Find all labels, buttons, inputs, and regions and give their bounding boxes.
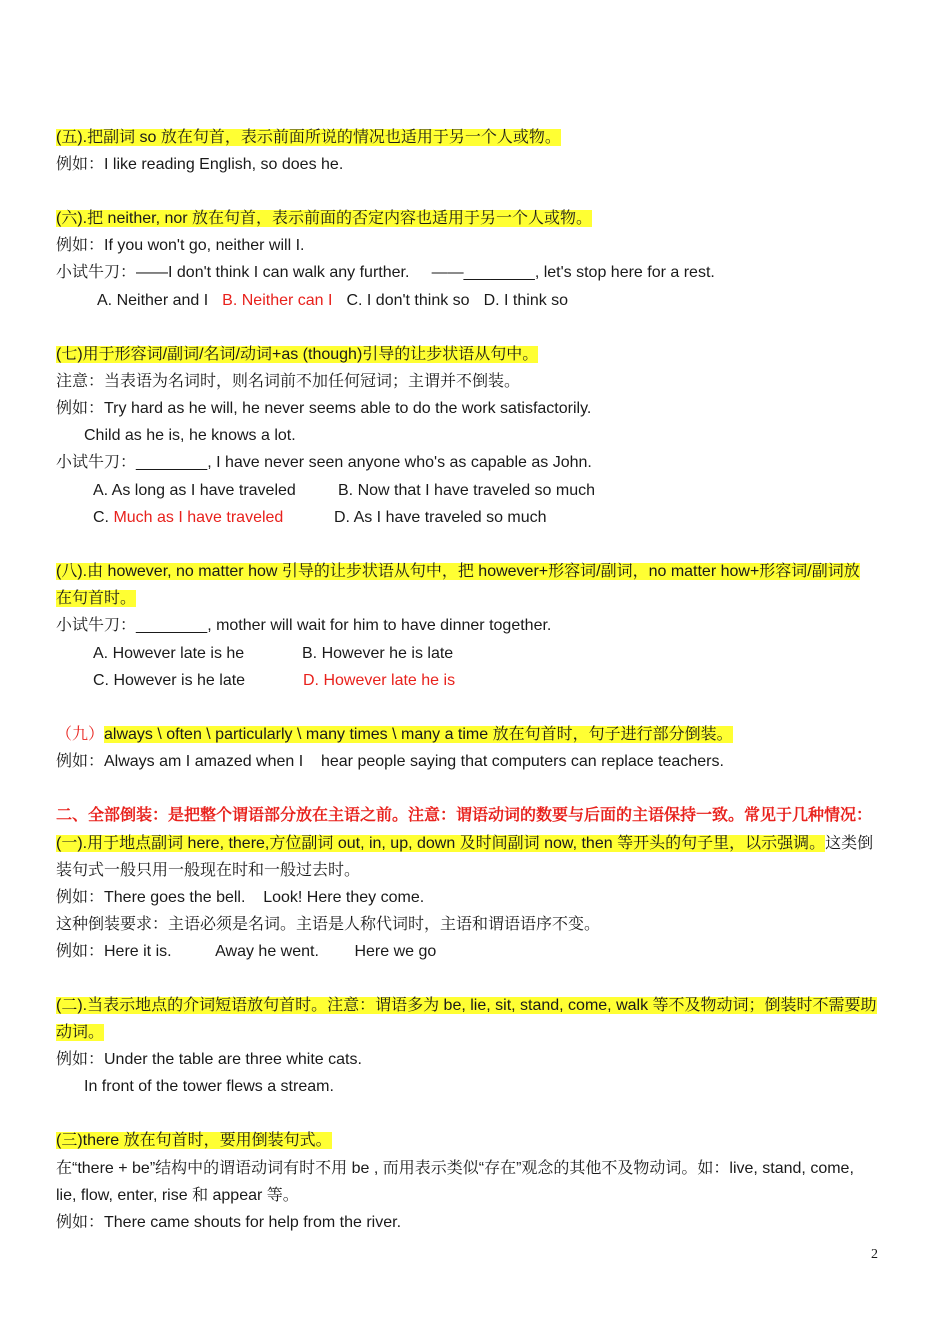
part-2-example-1: 例如：There goes the bell. Look! Here they come. xyxy=(56,889,425,906)
part-2-h3 xyxy=(56,1130,332,1152)
option-a: A. Neither and I xyxy=(97,292,209,309)
section-7-option-c xyxy=(93,507,283,529)
section-8-heading-text-2: 在句首时。 xyxy=(56,590,137,607)
section-9-prefix: （九） xyxy=(56,726,105,743)
option-c: C. I don't think so xyxy=(346,292,470,309)
section-9-heading xyxy=(56,724,733,746)
part-2-example-4: In front of the tower flews a stream. xyxy=(84,1078,334,1095)
section-7-heading-text: (七)用于形容词/副词/名词/动词+as (though)引导的让步状语从句中。 xyxy=(56,346,539,363)
section-8-option-b: B. However he is late xyxy=(302,645,454,662)
page-number: 2 xyxy=(871,1247,878,1262)
section-7-option-a: A. As long as I have traveled xyxy=(93,482,296,499)
section-7-heading xyxy=(56,344,538,366)
option-b-answer: B. Neither can I xyxy=(222,292,333,309)
section-6-heading xyxy=(56,208,592,230)
section-5-heading xyxy=(56,127,561,149)
section-7-option-b: B. Now that I have traveled so much xyxy=(338,482,596,499)
part-2-body-1: 在“there + be”结构中的谓语动词有时不用 be , 而用表示类似“存在”观念的其他不及物动词。如：live, stand, come, xyxy=(56,1160,854,1177)
part-2-h3-text: (三)there 放在句首时，要用倒装句式。 xyxy=(56,1132,332,1149)
section-7-example-1: 例如：Try hard as he will, he never seems able to do the work satisfactorily. xyxy=(56,400,592,417)
section-8-heading-line-2 xyxy=(56,588,136,610)
part-2-h1-line-1 xyxy=(56,833,873,855)
section-9-example: 例如：Always am I amazed when I hear people saying that computers can replace teachers. xyxy=(56,753,724,770)
section-6-example: 例如：If you won't go, neither will I. xyxy=(56,237,305,254)
section-8-option-c: C. However is he late xyxy=(93,672,246,689)
option-d: D. I think so xyxy=(483,292,569,309)
section-8-heading-line-1 xyxy=(56,561,860,583)
section-5-example: 例如：I like reading English, so does he. xyxy=(56,156,344,173)
part-2-example-3: 例如：Under the table are three white cats. xyxy=(56,1051,362,1068)
part-2-note-1: 这种倒装要求：主语必须是名词。主语是人称代词时，主语和谓语语序不变。 xyxy=(56,916,601,933)
part-2-h1-rest: 这类倒 xyxy=(825,835,874,852)
part-2-h2-line-1 xyxy=(56,995,877,1017)
section-8-heading-text-1: (八).由 however, no matter how 引导的让步状语从句中，把 however+形容词/副词，no matter how+形容词/副词放 xyxy=(56,563,860,580)
part-2-example-5: 例如：There came shouts for help from the river. xyxy=(56,1214,402,1231)
part-2-h1-line-2: 装句式一般只用一般现在时和一般过去时。 xyxy=(56,862,361,879)
section-8-quiz: 小试牛刀：________, mother will wait for him to have dinner together. xyxy=(56,617,552,634)
section-7-option-d: D. As I have traveled so much xyxy=(334,509,547,526)
option-c-answer: Much as I have traveled xyxy=(113,509,284,526)
part-2-h2-text-1: (二).当表示地点的介词短语放句首时。注意：谓语多为 be, lie, sit, stand, come, walk 等不及物动词；倒装时不需要助 xyxy=(56,997,877,1014)
part-2-title: 二、全部倒装：是把整个谓语部分放在主语之前。注意：谓语动词的数要与后面的主语保持一致。常见于几种情况： xyxy=(56,807,873,824)
part-2-h2-line-2 xyxy=(56,1022,104,1044)
option-c-prefix: C. xyxy=(93,509,114,526)
part-2-body-2: lie, flow, enter, rise 和 appear 等。 xyxy=(56,1187,299,1204)
section-9-heading-text: always \ often \ particularly \ many times \ many a time 放在句首时，句子进行部分倒装。 xyxy=(104,726,733,743)
section-8-option-a: A. However late is he xyxy=(93,645,245,662)
section-6-options xyxy=(97,290,568,312)
section-7-note: 注意：当表语为名词时，则名词前不加任何冠词；主谓并不倒装。 xyxy=(56,373,521,390)
section-6-quiz: 小试牛刀：——I don't think I can walk any further. ——________, let's stop here for a rest. xyxy=(56,264,715,281)
part-2-h2-text-2: 动词。 xyxy=(56,1024,105,1041)
section-6-heading-text: (六).把 neither, nor 放在句首，表示前面的否定内容也适用于另一个人或物。 xyxy=(56,210,593,227)
section-7-quiz: 小试牛刀：________, I have never seen anyone who's as capable as John. xyxy=(56,454,592,471)
section-5-heading-text: (五).把副词 so 放在句首，表示前面所说的情况也适用于另一个人或物。 xyxy=(56,129,561,146)
section-8-option-d-answer: D. However late he is xyxy=(303,672,456,689)
part-2-h1-highlight: (一).用于地点副词 here, there,方位副词 out, in, up, down 及时间副词 now, then 等开头的句子里，以示强调。 xyxy=(56,835,826,852)
part-2-example-2: 例如：Here it is. Away he went. Here we go xyxy=(56,943,437,960)
section-7-example-2: Child as he is, he knows a lot. xyxy=(84,427,296,444)
